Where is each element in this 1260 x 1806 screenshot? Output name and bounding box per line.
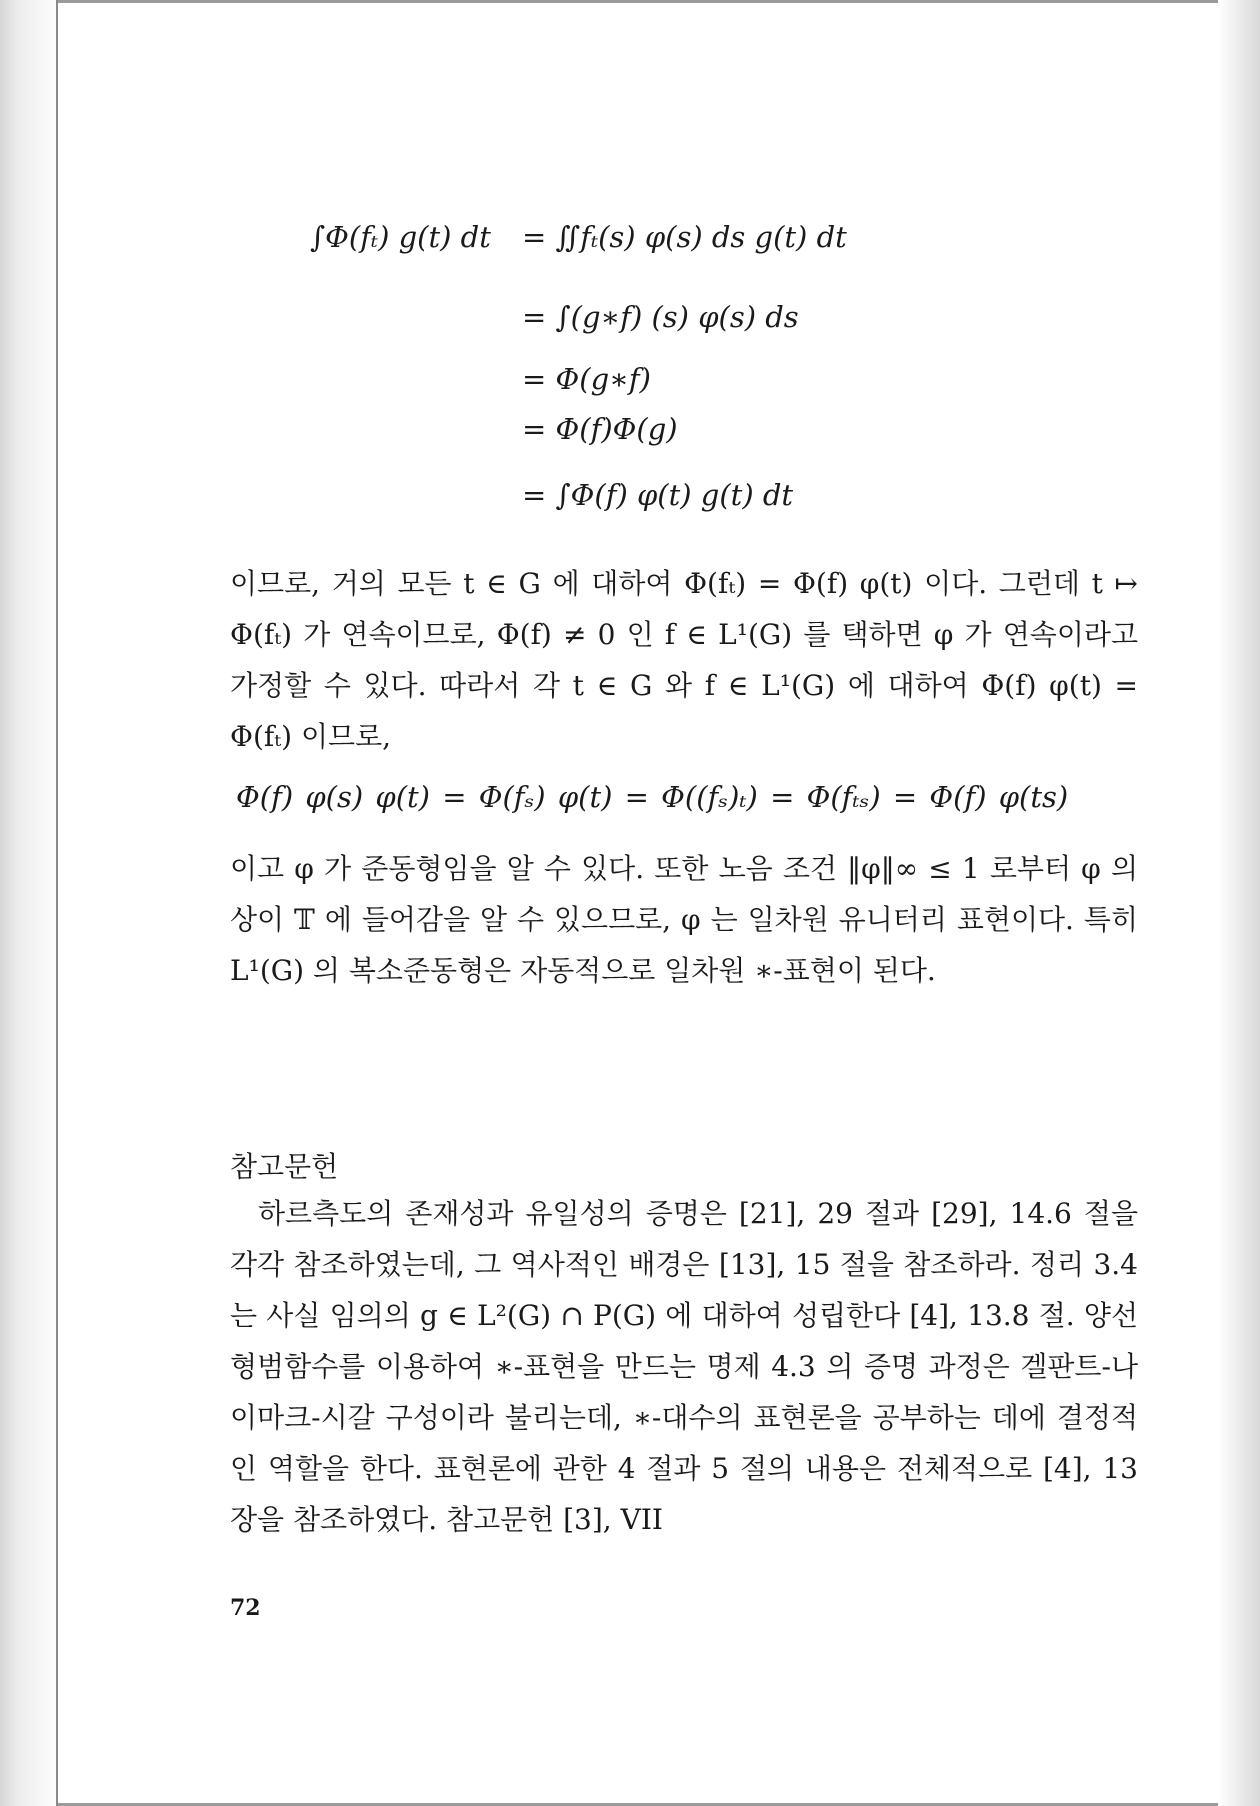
equation-line-5: = ∫Φ(f) φ(t) g(t) dt: [522, 478, 794, 512]
display-equation: Φ(f) φ(s) φ(t) = Φ(fₛ) φ(t) = Φ((fₛ)ₜ) = Φ(fₜₛ) = Φ(f) φ(ts): [236, 780, 1069, 814]
paragraph-2: 이고 φ 가 준동형임을 알 수 있다. 또한 노음 조건 ‖φ‖∞ ≤ 1 로부터 φ 의 상이 𝕋 에 들어감을 알 수 있으므로, φ 는 일차원 유니터리 표현이다. 특히 L¹(G) 의 복소준동형은 자동적으로 일차원 ∗-표현이 된다.: [230, 852, 1138, 987]
paragraph-3: 하르측도의 존재성과 유일성의 증명은 [21], 29 절과 [29], 14.6 절을 각각 참조하였는데, 그 역사적인 배경은 [13], 15 절을 참조하라. 정리 3.4 는 사실 임의의 g ∈ L²(G) ∩ P(G) 에 대하여 성립한다 [4], 13.8 절. 양선형범함수를 이용하여 ∗-표현을 만드는 명제 4.3 의 증명 과정은 겔판트-나이마크-시갈 구성이라 불리는데, ∗-대수의 표현론을 공부하는 데에 결정적인 역할을 한다. 표현론에 관한 4 절과 5 절의 내용은 전체적으로 [4], 13 장을 참조하였다. 참고문헌 [3], VII: [230, 1197, 1138, 1536]
page-edge-top: [58, 0, 1218, 3]
equation-line-2: = ∫(g∗f) (s) φ(s) ds: [522, 300, 799, 334]
page-edge-left: [0, 0, 62, 1806]
page-number: 72: [230, 1595, 261, 1621]
equation-line-1-lhs: ∫Φ(fₜ) g(t) dt: [310, 220, 491, 254]
equation-line-3: = Φ(g∗f): [522, 362, 651, 396]
paragraph-1: 이므로, 거의 모든 t ∈ G 에 대하여 Φ(fₜ) = Φ(f) φ(t) 이다. 그런데 t ↦ Φ(fₜ) 가 연속이므로, Φ(f) ≠ 0 인 f ∈ L¹(G) 를 택하면 φ 가 연속이라고 가정할 수 있다. 따라서 각 t ∈ G 와 f ∈ L¹(G) 에 대하여 Φ(f) φ(t) = Φ(fₜ) 이므로,: [230, 567, 1138, 753]
equation-line-1-rhs: = ∬fₜ(s) φ(s) ds g(t) dt: [522, 220, 847, 254]
section-title: 참고문헌: [230, 1150, 339, 1183]
equation-line-4: = Φ(f)Φ(g): [522, 412, 678, 446]
page-edge-right: [1218, 0, 1260, 1806]
